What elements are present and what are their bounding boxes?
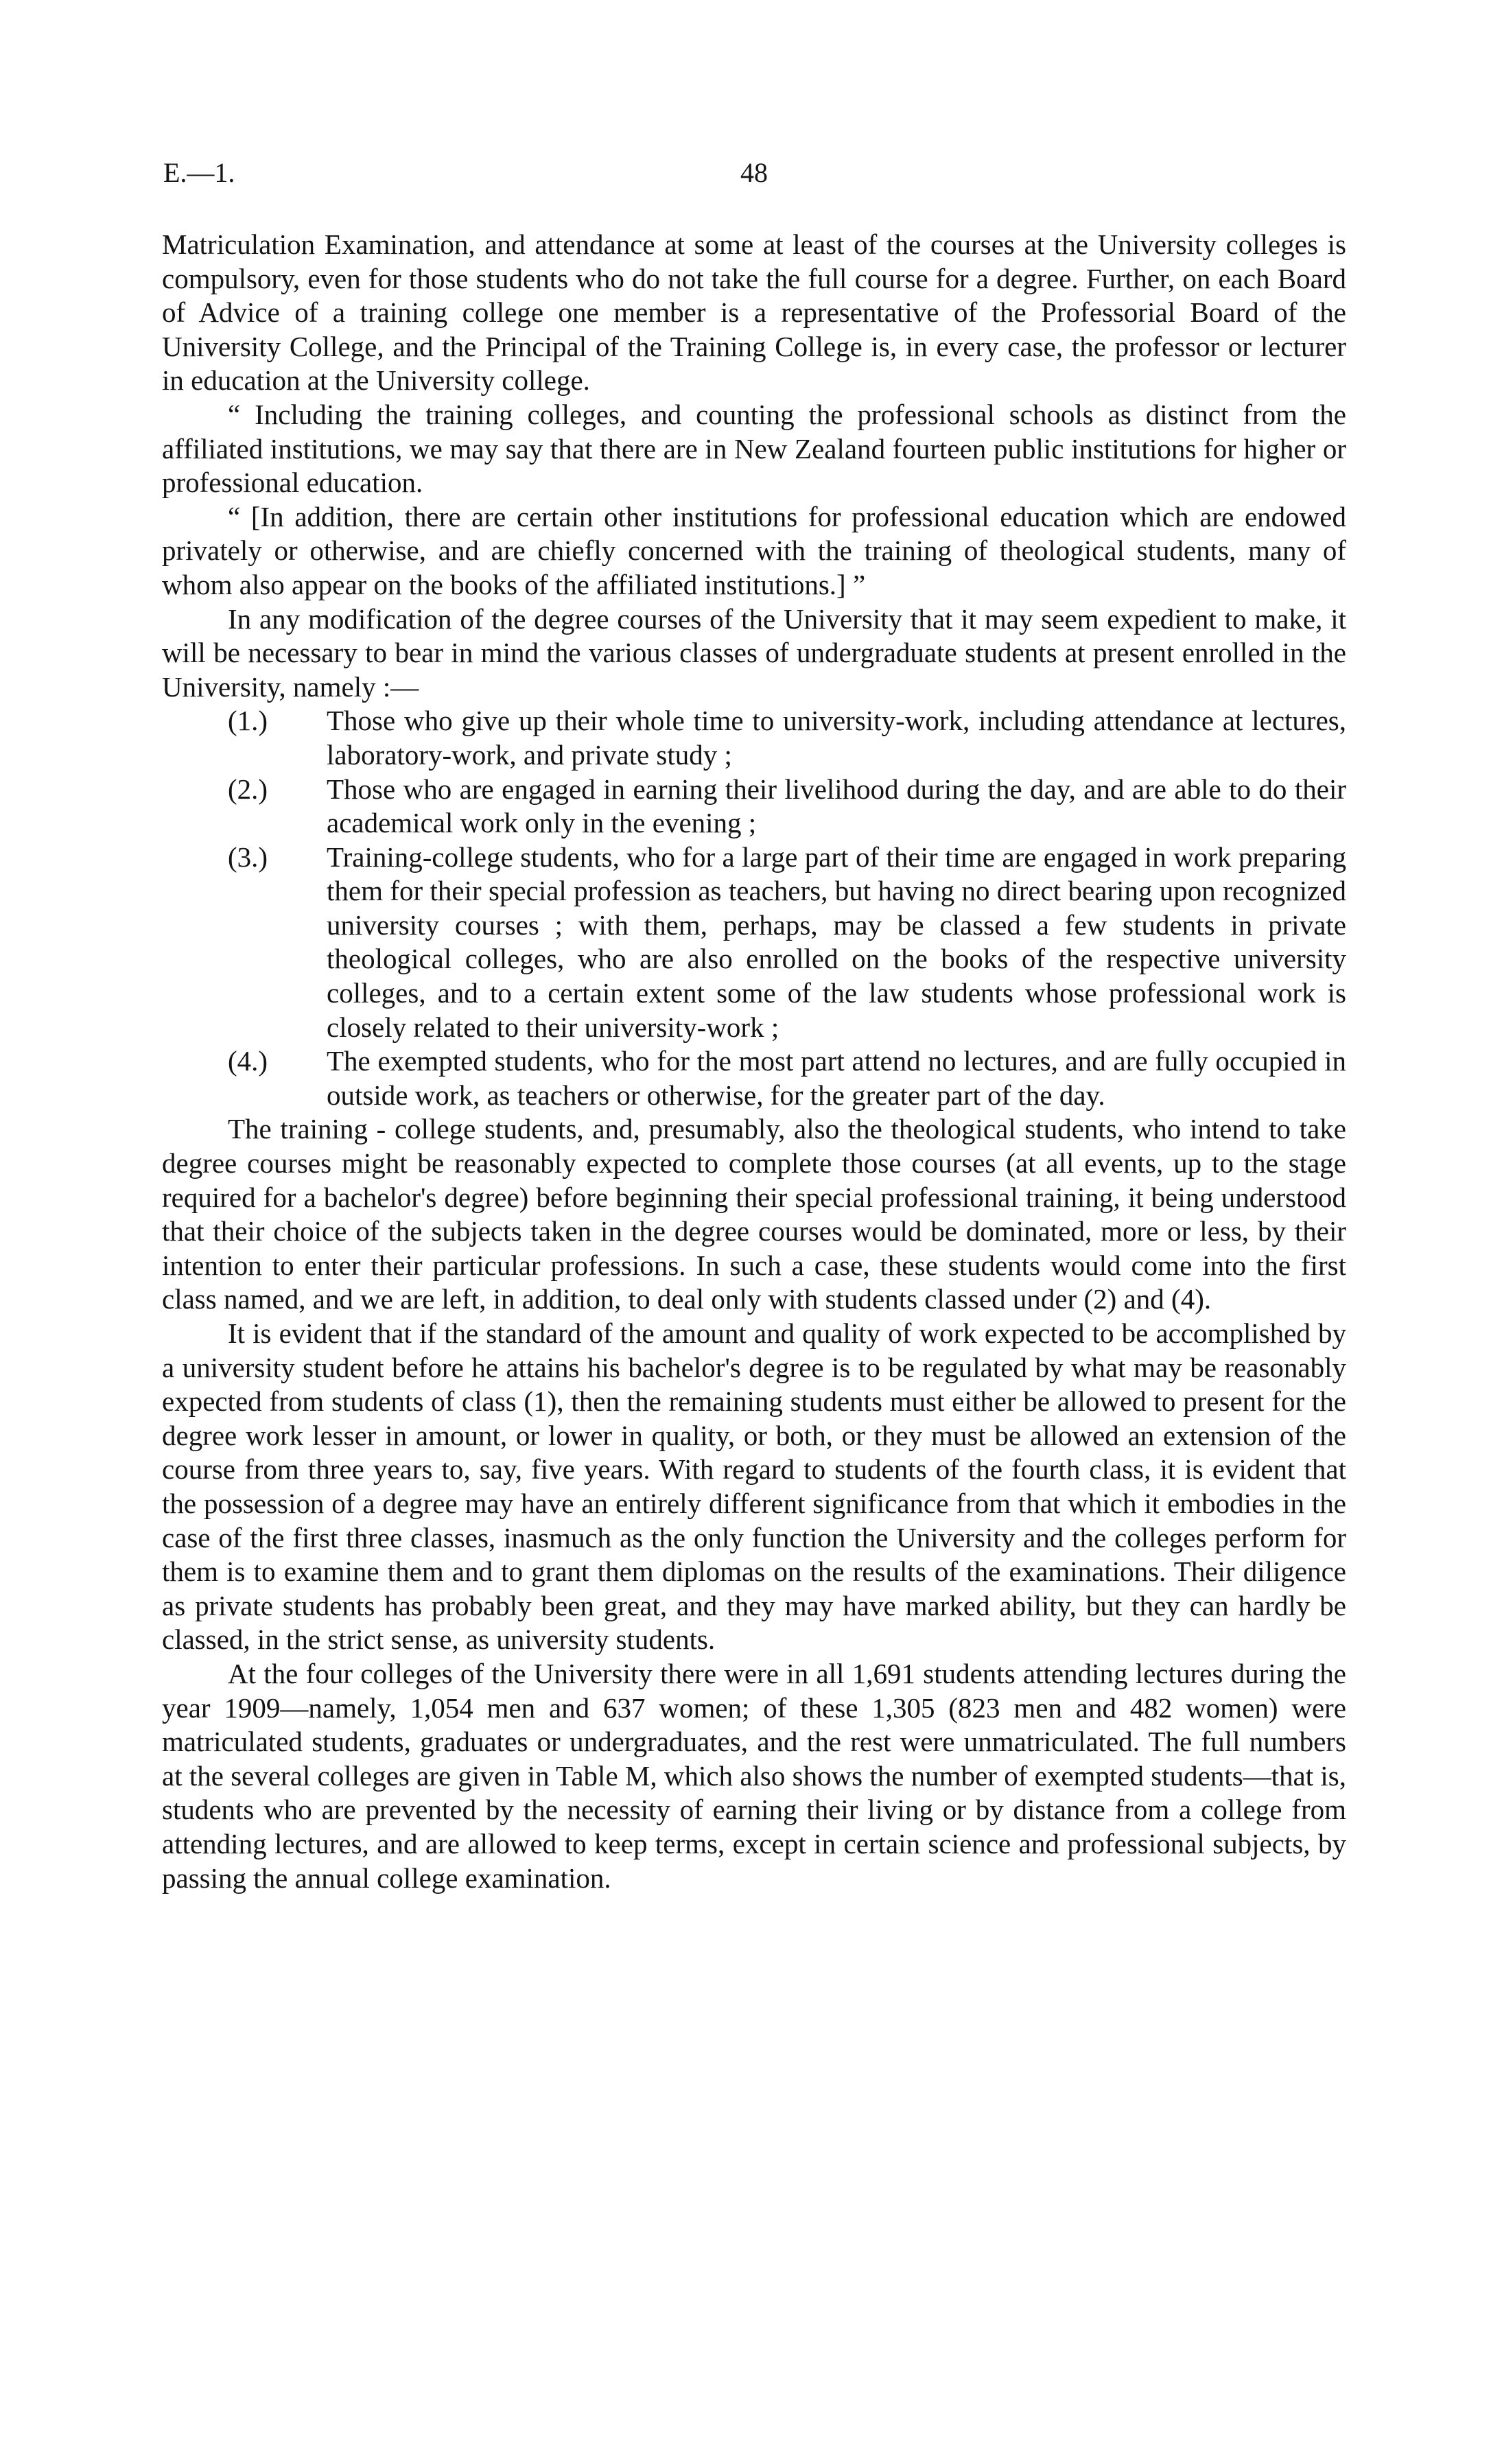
list-item-number: (4.): [228, 1045, 268, 1077]
list-item-text: The exempted students, who for the most part attend no lectures, and are fully occupied in outside work, as teachers or otherwise, for the greater part of the day.: [327, 1045, 1346, 1111]
list-item: [162, 841, 1346, 1045]
list-item-number: (3.): [228, 841, 268, 873]
list-item: [162, 773, 1346, 841]
list-item-number: (2.): [228, 773, 268, 805]
paragraph-training-college: The training - college students, and, presumably, also the theological students, who intend to take degree courses might be reasonably expected to complete those courses (at all events, up to the stage required for a bachelor's degree) before beginning their special professional training, it being understood that their choice of the subjects taken in the degree courses would be dominated, more or less, by their intention to enter their particular professions. In such a case, these students would come into the first class named, and we are left, in addition, to deal only with students classed under (2) and (4).: [162, 1113, 1346, 1315]
document-reference: E.—1.: [163, 157, 235, 188]
student-classes-list: [162, 704, 1346, 1112]
paragraph-standard-of-work: It is evident that if the standard of the amount and quality of work expected to be accomplished by a university student before he attains his bachelor's degree is to be regulated by what may be reasonably expected from students of class (1), then the remaining students must either be allowed to present for the degree work lesser in amount, or lower in quality, or both, or they must be allowed an extension of the course from three years to, say, five years. With regard to students of the fourth class, it is evident that the possession of a degree may have an entirely different significance from that which it embodies in the case of the first three classes, inasmuch as the only function the University and the colleges perform for them is to examine them and to grant them diplomas on the results of the examinations. Their diligence as private students has probably been great, and they may have marked ability, but they can hardly be classed, in the strict sense, as university students.: [162, 1317, 1346, 1656]
list-item-text: Training-college students, who for a large part of their time are engaged in work preparing them for their special profession as teachers, but having no direct bearing upon recognized university courses ; with them, perhaps, may be classed a few students in private theological colleges, who are also enrolled on the books of the respective university colleges, and to a certain extent some of the law students whose professional work is closely related to their university-work ;: [327, 841, 1346, 1043]
quoted-paragraph-institutions: “ Including the training colleges, and counting the professional schools as distinct from the affiliated institutions, we may say that there are in New Zealand fourteen public institutions for higher or professional education.: [162, 398, 1346, 499]
page-number: 48: [740, 157, 768, 188]
paragraph-degree-courses: In any modification of the degree courses of the University that it may seem expedient to make, it will be necessary to bear in mind the various classes of undergraduate students at present enrolled in the University, namely :—: [162, 602, 1346, 703]
page-header: [163, 156, 1345, 198]
list-item-number: (1.): [228, 705, 268, 737]
list-item-text: Those who give up their whole time to university-work, including attendance at lectures, laboratory-work, and private study ;: [327, 705, 1346, 771]
paragraph-college-statistics: At the four colleges of the University there were in all 1,691 students attending lectures during the year 1909—namely, 1,054 men and 637 women; of these 1,305 (823 men and 482 women) were matriculated students, graduates or undergraduates, and the rest were unmatriculated. The full numbers at the several colleges are given in Table M, which also shows the number of exempted students—that is, students who are prevented by the necessity of earning their living or by distance from a college from attending lectures, and are allowed to keep terms, except in certain science and professional subjects, by passing the annual college examination.: [162, 1657, 1346, 1894]
quoted-paragraph-theological: “ [In addition, there are certain other institutions for professional education which are endowed privately or otherwise, and are chiefly concerned with the training of theological students, many of whom also appear on the books of the affiliated institutions.] ”: [162, 500, 1346, 600]
list-item: [162, 1044, 1346, 1112]
paragraph-continuation: Matriculation Examination, and attendance at some at least of the courses at the University colleges is compulsory, even for those students who do not take the full course for a degree. Further, on each Board of Advice of a training college one member is a representative of the Professorial Board of the University College, and the Principal of the Training College is, in every case, the professor or lecturer in education at the University college.: [162, 228, 1346, 397]
list-item-text: Those who are engaged in earning their livelihood during the day, and are able to do their academical work only in the evening ;: [327, 773, 1346, 839]
list-item: [162, 704, 1346, 772]
page-body: [162, 228, 1346, 1895]
